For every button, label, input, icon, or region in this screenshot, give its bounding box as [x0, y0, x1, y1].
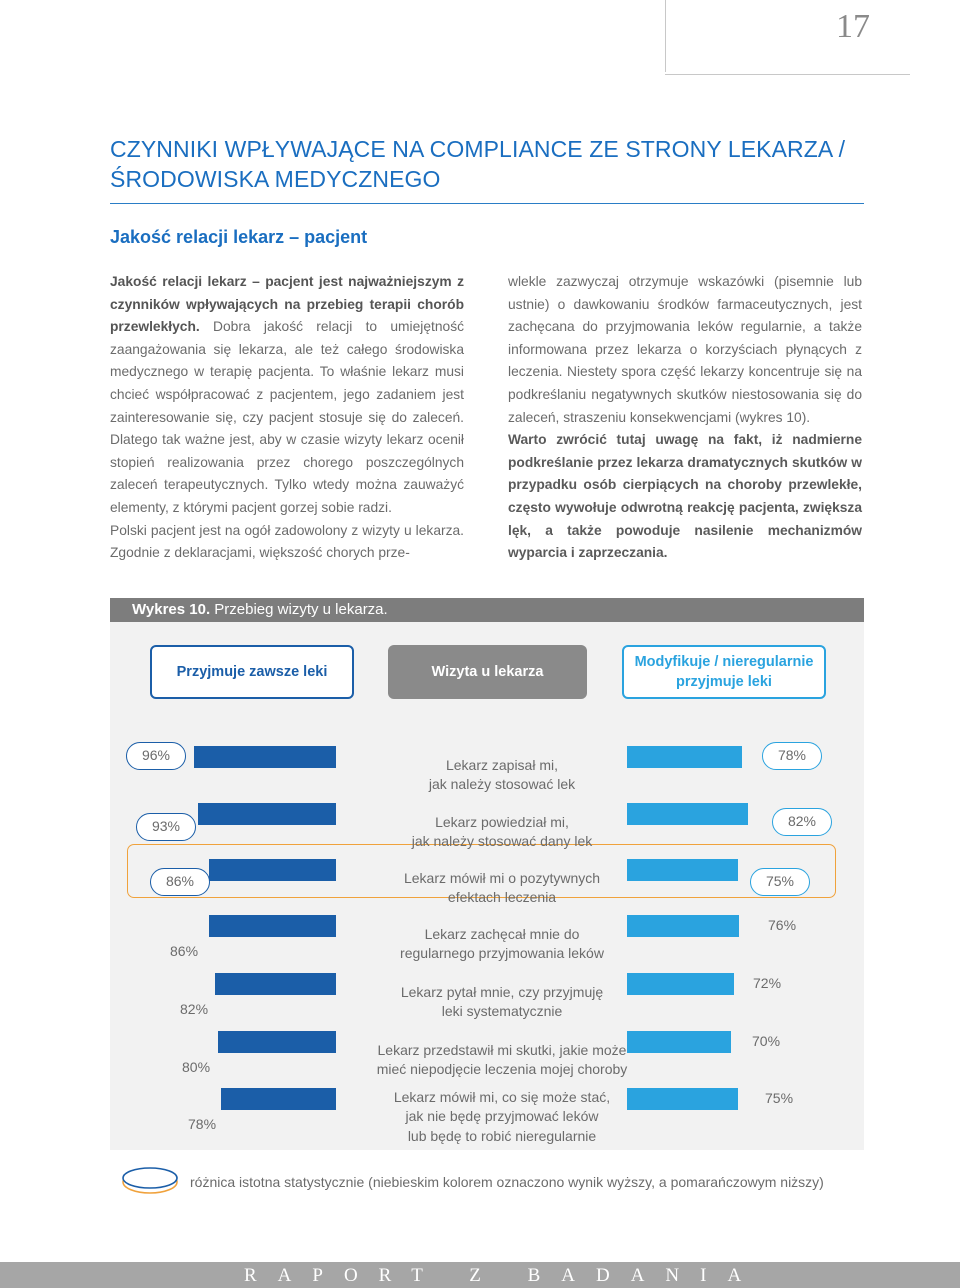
row-label-line: Lekarz mówił mi, co się może stać, [393, 1088, 611, 1105]
page-number: 17 [836, 8, 870, 45]
bar-always [221, 1088, 336, 1110]
title-divider [110, 203, 864, 204]
bar-always [198, 803, 336, 825]
row-label [346, 1041, 658, 1080]
chart-caption [110, 598, 864, 622]
legend-box-always-label: Przyjmuje zawsze leki [176, 664, 328, 680]
chart-caption-number: Wykres 10. [132, 601, 211, 618]
row-label-line: Lekarz powiedział mi, [435, 813, 569, 830]
bar-always [209, 915, 336, 937]
paragraph-emphasis: Warto zwrócić tutaj uwagę na fakt, iż nadmierne podkreślanie przez lekarza dramatycznych skutków w przypadku osób cierpiących na choroby przewlekłe, często wywołuje odwrotną reakcję pacjenta, zwiększa lęk, a także powoduje nasilenie mechanizmów wyparcia i zaprzeczania. [508, 432, 862, 561]
bar-always [218, 1031, 336, 1053]
row-label [346, 983, 658, 1022]
paragraph: wlekle zazwyczaj otrzymuje wskazówki (pisemnie lub ustnie) o dawkowaniu środków farmaceutycznych, jest zachęcana do przyjmowania leków regularnie, a także informowana przez lekarza o korzyściach płynących z leczenia. Niestety spora część lekarzy koncentruje się na podkreślaniu negatywnych skutków niestosowania się do zaleceń, straszeniu konsekwencjami (wykres 10). [508, 274, 862, 425]
bar-always [194, 746, 336, 768]
row-label [346, 925, 658, 964]
value-always: 82% [180, 1001, 209, 1017]
row-label-line: Lekarz zapisał mi, [445, 756, 559, 773]
paragraph-body: Dobra jakość relacji to umiejętność zaangażowania się lekarza, ale też całego środowiska medycznego w terapię pacjenta. To właśnie lekarz musi chcieć współpracować z pacjentem, jego zadaniem jest zainteresowanie się, czy pacjent stosuje się do zaleceń. Dlatego tak ważne jest, aby w czasie wizyty lekarz ocenił stopień realizowania przez chorego poszczególnych zaleceń terapeutycznych. Tylko wtedy można zauważyć elementy, z którymi pacjent gorzej sobie radzi. [110, 319, 464, 515]
legend-text: różnica istotna statystycznie (niebieskim kolorem oznaczono wynik wyższy, a pomarańczowym niższy) [190, 1174, 824, 1190]
value-irregular: 76% [768, 917, 797, 933]
value-pill-irregular: 75% [750, 868, 810, 896]
row-label-line: Lekarz pytał mnie, czy przyjmuję [400, 983, 604, 1000]
text-column-right [508, 271, 862, 565]
value-always: 80% [182, 1059, 211, 1075]
row-label-line: Lekarz przedstawił mi skutki, jakie może [377, 1041, 627, 1058]
bar-irregular [627, 1031, 731, 1053]
footer-title: RAPORT Z BADANIA [244, 1265, 763, 1286]
row-label [346, 756, 658, 795]
value-always: 78% [188, 1116, 217, 1132]
paragraph: Polski pacjent jest na ogół zadowolony z wizyty u lekarza. Zgodnie z deklaracjami, większość chorych prze- [110, 522, 464, 561]
value-always: 86% [170, 943, 199, 959]
bar-irregular [627, 973, 734, 995]
row-label [346, 813, 658, 852]
bar-irregular [627, 915, 739, 937]
value-irregular: 70% [752, 1033, 781, 1049]
chart-caption-text: Przebieg wizyty u lekarza. [210, 601, 388, 618]
bar-always [215, 973, 336, 995]
header-horizontal-rule [665, 74, 910, 75]
row-label-line: jak nie będę przyjmować leków [405, 1108, 599, 1125]
legend-box-always [150, 645, 354, 699]
text-column-left [110, 271, 464, 565]
row-label-line: leki systematycznie [441, 1003, 563, 1019]
value-pill-always: 96% [126, 742, 186, 770]
value-pill-always: 93% [136, 813, 196, 841]
section-subtitle: Jakość relacji lekarz – pacjent [110, 227, 368, 247]
bar-irregular [627, 803, 748, 825]
value-pill-irregular: 82% [772, 808, 832, 836]
row-label [346, 1088, 658, 1147]
row-label-line: Lekarz zachęcał mnie do [424, 925, 580, 942]
row-label-line: Lekarz mówił mi o pozytywnych [403, 869, 601, 886]
significance-legend-icon [120, 1166, 180, 1196]
row-label-line: efektach leczenia [447, 889, 557, 905]
center-box-visit [388, 645, 587, 699]
row-label-line: regularnego przyjmowania leków [400, 945, 604, 961]
row-label [346, 869, 658, 908]
row-label-line: jak należy stosować dany lek [411, 833, 593, 849]
value-irregular: 75% [765, 1090, 794, 1106]
paragraph [110, 271, 464, 520]
value-pill-irregular: 78% [762, 742, 822, 770]
value-irregular: 72% [753, 975, 782, 991]
row-label-line: lub będę to robić nieregularnie [407, 1127, 597, 1144]
legend-box-irregular [622, 645, 826, 699]
bar-irregular [627, 746, 742, 768]
bar-irregular [627, 1088, 738, 1110]
row-label-line: jak należy stosować lek [428, 776, 576, 792]
bar-always [209, 859, 336, 881]
paragraph-bold-lead: Jakość relacji lekarz – pacjent jest najważniejszym z czynników wpływających na przebieg terapii chorób przewlekłych. [110, 274, 464, 335]
bar-irregular [627, 859, 738, 881]
header-vertical-rule [665, 0, 666, 72]
row-label-line: mieć niepodjęcie leczenia mojej choroby [376, 1061, 628, 1077]
section-title: CZYNNIKI WPŁYWAJĄCE NA COMPLIANCE ZE STRONY LEKARZA / ŚRODOWISKA MEDYCZNEGO [110, 136, 846, 192]
legend-box-irregular-label: Modyfikuje / nieregularnie przyjmuje leki [634, 654, 814, 690]
center-box-label: Wizyta u lekarza [431, 664, 544, 680]
value-pill-always: 86% [150, 868, 210, 896]
